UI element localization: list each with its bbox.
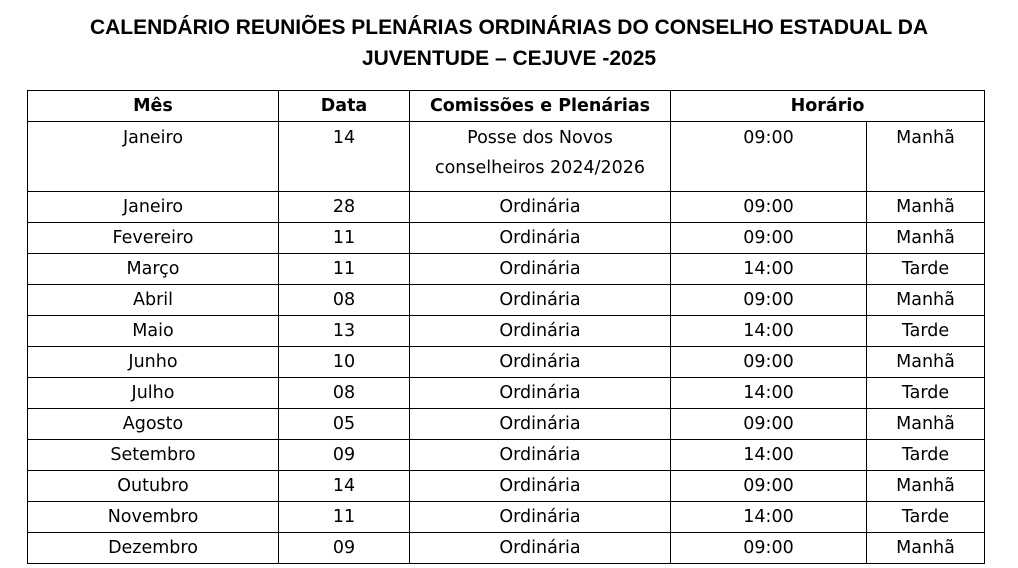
header-comissoes: Comissões e Plenárias — [410, 91, 671, 122]
cell-periodo: Manhã — [867, 409, 985, 440]
cell-hora: 14:00 — [671, 254, 867, 285]
cell-mes: Janeiro — [28, 192, 279, 223]
table-row — [28, 285, 985, 316]
table-row — [28, 409, 985, 440]
cell-data: 09 — [279, 533, 410, 564]
cell-hora: 09:00 — [671, 471, 867, 502]
cell-hora: 09:00 — [671, 192, 867, 223]
cell-hora: 09:00 — [671, 409, 867, 440]
cell-tipo: Ordinária — [410, 285, 671, 316]
cell-data: 10 — [279, 347, 410, 378]
cell-mes: Dezembro — [28, 533, 279, 564]
cell-data: 11 — [279, 502, 410, 533]
header-horario: Horário — [671, 91, 985, 122]
cell-tipo: Ordinária — [410, 192, 671, 223]
title-line-1: CALENDÁRIO REUNIÕES PLENÁRIAS ORDINÁRIAS DO CONSELHO ESTADUAL DA — [89, 16, 929, 39]
cell-tipo: Ordinária — [410, 378, 671, 409]
cell-hora: 14:00 — [671, 316, 867, 347]
title-line-2: JUVENTUDE – CEJUVE -2025 — [361, 47, 657, 70]
cell-mes: Setembro — [28, 440, 279, 471]
table-row — [28, 122, 985, 192]
cell-tipo: Ordinária — [410, 409, 671, 440]
cell-hora: 14:00 — [671, 440, 867, 471]
cell-mes: Abril — [28, 285, 279, 316]
table-row — [28, 378, 985, 409]
table-row — [28, 223, 985, 254]
cell-tipo: Ordinária — [410, 533, 671, 564]
header-data: Data — [279, 91, 410, 122]
cell-data: 08 — [279, 285, 410, 316]
table-row — [28, 316, 985, 347]
cell-tipo: Ordinária — [410, 440, 671, 471]
cell-periodo: Tarde — [867, 440, 985, 471]
cell-periodo: Tarde — [867, 254, 985, 285]
cell-tipo: Ordinária — [410, 502, 671, 533]
cell-hora: 09:00 — [671, 223, 867, 254]
cell-tipo: Ordinária — [410, 316, 671, 347]
cell-tipo — [410, 122, 671, 192]
cell-periodo: Tarde — [867, 502, 985, 533]
table-header-row — [28, 91, 985, 122]
cell-periodo: Tarde — [867, 316, 985, 347]
cell-hora: 09:00 — [671, 285, 867, 316]
cell-periodo: Manhã — [867, 122, 985, 192]
cell-mes: Fevereiro — [28, 223, 279, 254]
cell-data: 08 — [279, 378, 410, 409]
cell-periodo: Tarde — [867, 378, 985, 409]
table-row — [28, 440, 985, 471]
cell-hora: 09:00 — [671, 347, 867, 378]
cell-data: 11 — [279, 223, 410, 254]
cell-data: 28 — [279, 192, 410, 223]
cell-tipo: Ordinária — [410, 254, 671, 285]
cell-hora: 14:00 — [671, 378, 867, 409]
cell-mes: Maio — [28, 316, 279, 347]
cell-data: 11 — [279, 254, 410, 285]
table-row — [28, 347, 985, 378]
cell-mes: Março — [28, 254, 279, 285]
table-row — [28, 254, 985, 285]
cell-tipo: Ordinária — [410, 223, 671, 254]
cell-data: 13 — [279, 316, 410, 347]
cell-tipo: Ordinária — [410, 347, 671, 378]
table-row — [28, 192, 985, 223]
cell-data: 05 — [279, 409, 410, 440]
cell-data: 14 — [279, 471, 410, 502]
cell-hora: 09:00 — [671, 533, 867, 564]
cell-hora: 09:00 — [671, 122, 867, 192]
meeting-calendar-table — [27, 90, 985, 564]
cell-periodo: Manhã — [867, 192, 985, 223]
cell-mes: Agosto — [28, 409, 279, 440]
header-mes: Mês — [28, 91, 279, 122]
cell-periodo: Manhã — [867, 347, 985, 378]
cell-hora: 14:00 — [671, 502, 867, 533]
cell-mes: Junho — [28, 347, 279, 378]
table-row — [28, 533, 985, 564]
cell-tipo: Ordinária — [410, 471, 671, 502]
cell-tipo-line-1: Posse dos Novos — [467, 128, 613, 148]
cell-mes: Janeiro — [28, 122, 279, 192]
cell-mes: Outubro — [28, 471, 279, 502]
cell-tipo-line-2: conselheiros 2024/2026 — [434, 158, 646, 178]
cell-periodo: Manhã — [867, 471, 985, 502]
cell-periodo: Manhã — [867, 223, 985, 254]
document-title — [0, 12, 1018, 74]
cell-mes: Novembro — [28, 502, 279, 533]
cell-periodo: Manhã — [867, 533, 985, 564]
cell-data: 09 — [279, 440, 410, 471]
cell-periodo: Manhã — [867, 285, 985, 316]
cell-data: 14 — [279, 122, 410, 192]
cell-mes: Julho — [28, 378, 279, 409]
table-row — [28, 471, 985, 502]
table-row — [28, 502, 985, 533]
